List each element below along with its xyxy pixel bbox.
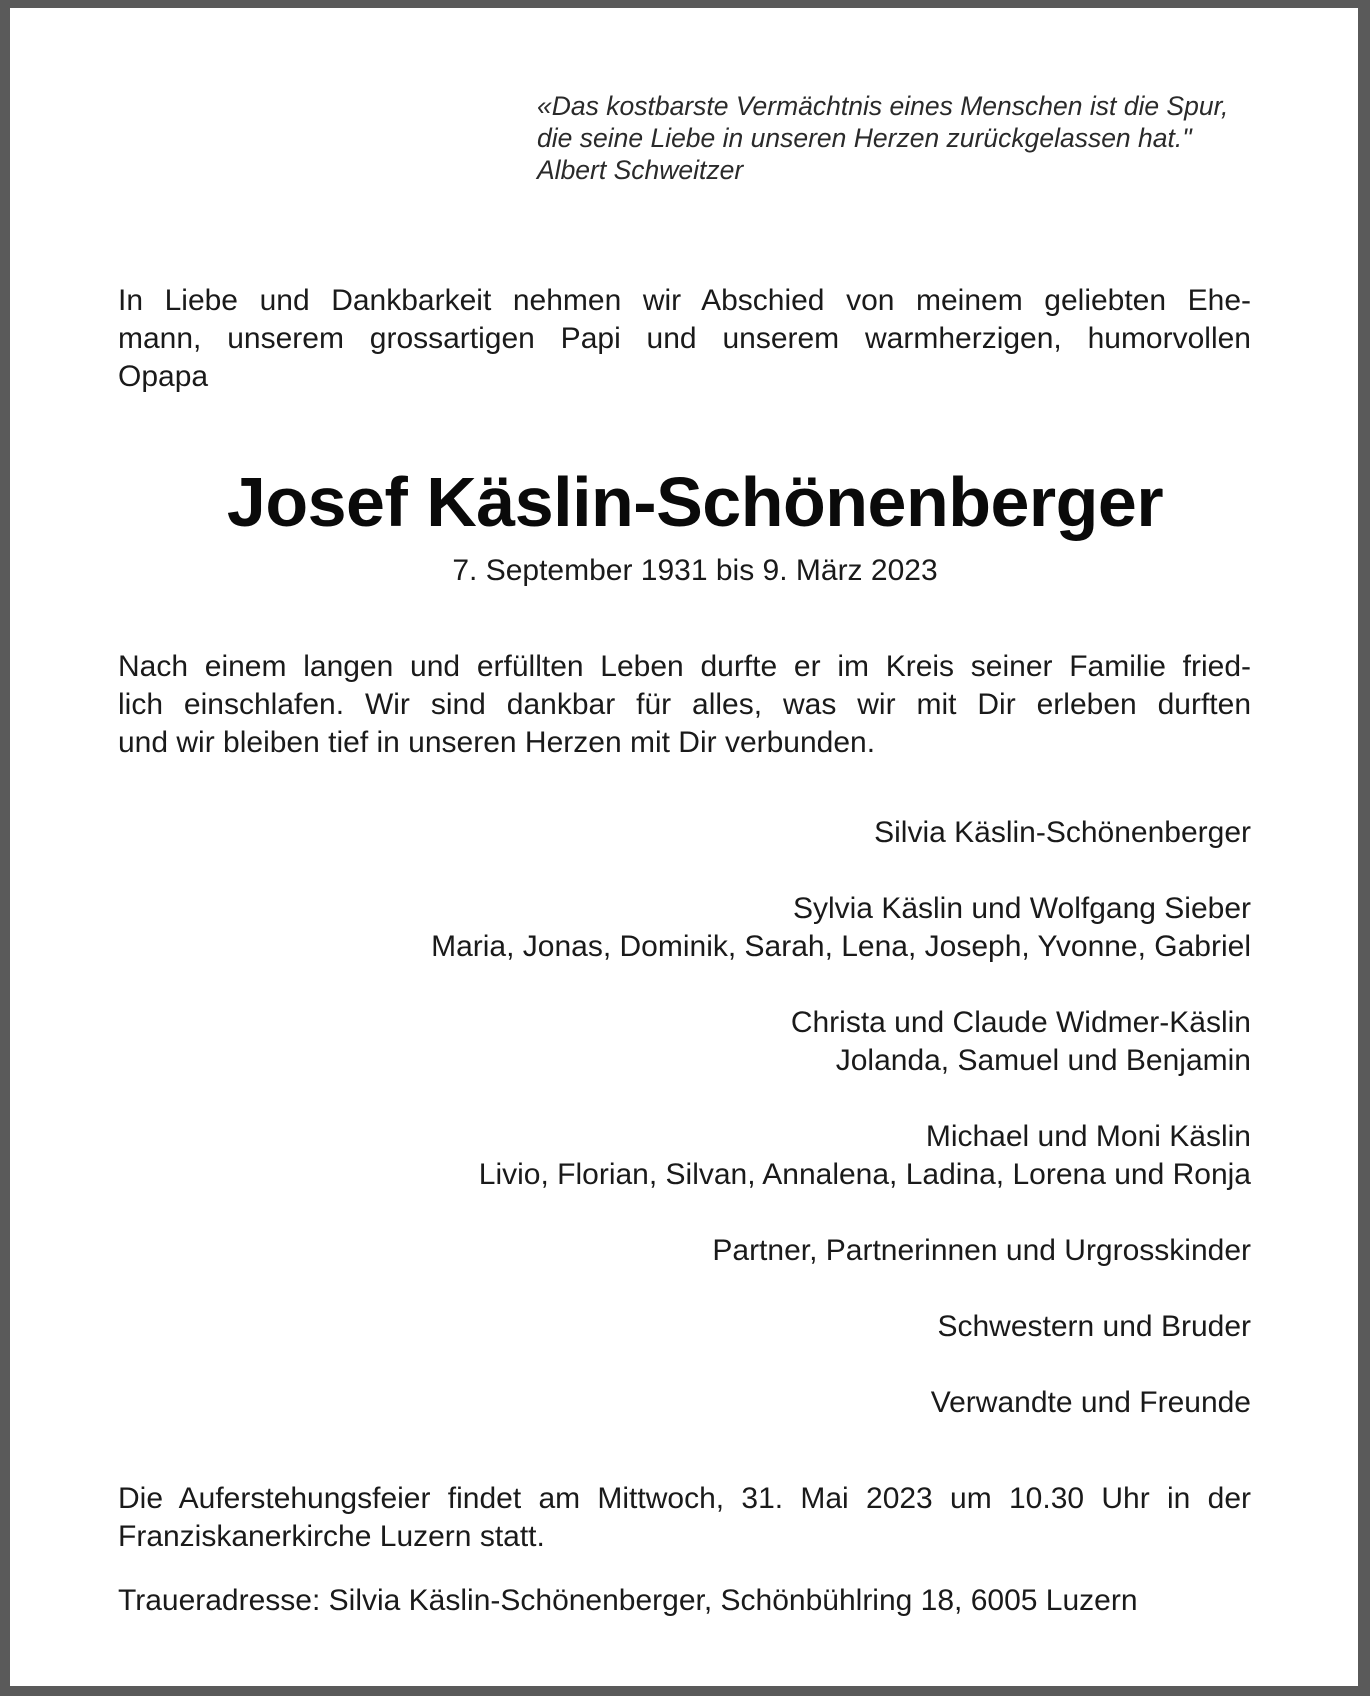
- mourner-group: [118, 814, 1251, 852]
- mourner-line: Sylvia Käslin und Wolfgang Sieber: [792, 892, 1251, 925]
- mourner-group: [118, 1308, 1251, 1346]
- farewell-line: und wir bleiben tief in unseren Herzen mit Dir verbunden.: [118, 726, 876, 759]
- mourner-line: Jolanda, Samuel und Benjamin: [835, 1044, 1251, 1077]
- mourner-line: Maria, Jonas, Dominik, Sarah, Lena, Joseph, Yvonne, Gabriel: [431, 930, 1251, 963]
- mourner-group: [118, 1384, 1251, 1422]
- quote-line: die seine Liebe in unseren Herzen zurückgelassen hat.": [537, 123, 1192, 153]
- intro-line: In Liebe und Dankbarkeit nehmen wir Abschied von meinem geliebten Ehe-: [118, 284, 1251, 317]
- quote-line: «Das kostbarste Vermächtnis eines Menschen ist die Spur,: [537, 91, 1229, 121]
- mourners-list: [118, 814, 1251, 1460]
- mourner-line: Livio, Florian, Silvan, Annalena, Ladina, Lorena und Ronja: [478, 1158, 1251, 1191]
- deceased-name: Josef Käslin-Schönenberger: [226, 463, 1164, 541]
- service-line: Die Auferstehungsfeier findet am Mittwoch, 31. Mai 2023 um 10.30 Uhr in der: [118, 1482, 1251, 1515]
- mourner-group: [118, 1118, 1251, 1194]
- farewell-line: Nach einem langen und erfüllten Leben durfte er im Kreis seiner Familie fried-: [118, 650, 1251, 683]
- mourner-line: Michael und Moni Käslin: [925, 1120, 1251, 1153]
- mourner-line: Christa und Claude Widmer-Käslin: [790, 1006, 1251, 1039]
- mourner-group: [118, 1232, 1251, 1270]
- intro-paragraph: [118, 282, 1251, 396]
- mourner-line: Verwandte und Freunde: [930, 1386, 1251, 1419]
- epigraph-quote: [537, 90, 1257, 186]
- obituary-page: [10, 8, 1358, 1686]
- intro-line: mann, unserem grossartigen Papi und unserem warmherzigen, humorvollen: [118, 322, 1251, 355]
- mourner-line: Silvia Käslin-Schönenberger: [874, 816, 1251, 849]
- mourner-line: Schwestern und Bruder: [937, 1310, 1251, 1343]
- farewell-line: lich einschlafen. Wir sind dankbar für alles, was wir mit Dir erleben durften: [118, 688, 1251, 721]
- intro-line: Opapa: [118, 360, 209, 393]
- quote-author: Albert Schweitzer: [537, 155, 744, 185]
- mourner-group: [118, 1004, 1251, 1080]
- life-dates: 7. September 1931 bis 9. März 2023: [452, 554, 938, 587]
- service-line: Franziskanerkirche Luzern statt.: [118, 1520, 545, 1553]
- service-announcement: [118, 1480, 1251, 1556]
- mourner-group: [118, 890, 1251, 966]
- mourner-line: Partner, Partnerinnen und Urgrosskinder: [712, 1234, 1251, 1267]
- farewell-paragraph: [118, 648, 1251, 762]
- mourning-address: Traueradresse: Silvia Käslin-Schönenberger, Schönbühlring 18, 6005 Luzern: [118, 1584, 1138, 1617]
